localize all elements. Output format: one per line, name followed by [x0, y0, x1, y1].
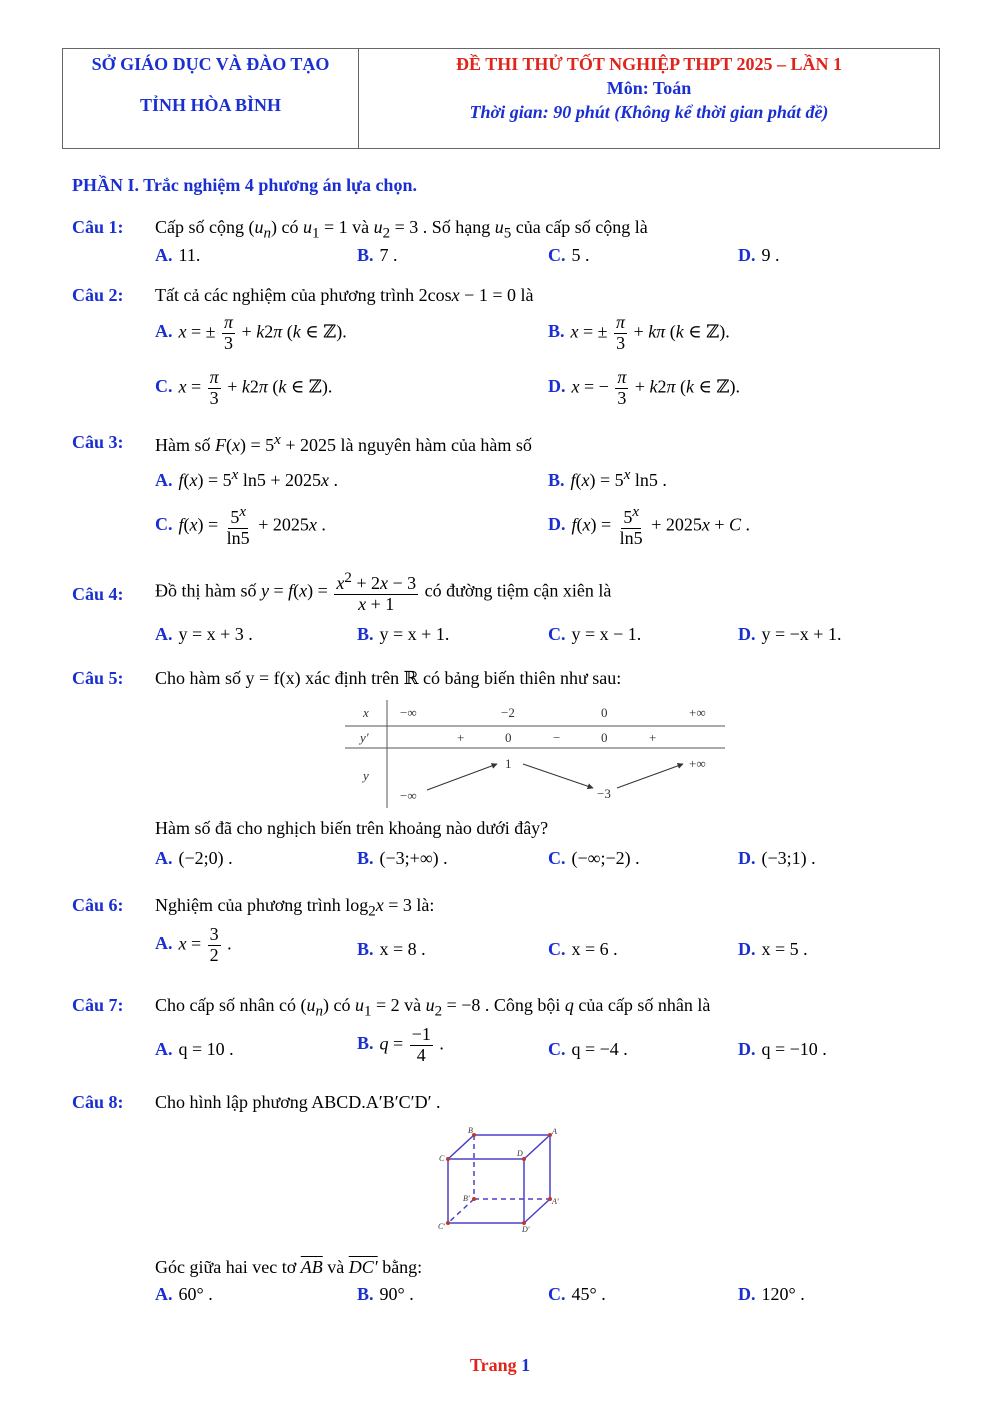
option-a[interactable]: A. y = x + 3 .: [155, 624, 253, 644]
option-c[interactable]: C. x = 6 .: [548, 939, 618, 959]
vertex: [446, 1157, 450, 1161]
page-footer: [0, 1355, 1000, 1376]
option-b[interactable]: B. x = ± $\frac{\pi}{3}$ + kπ (k ∈ ℤ).: [548, 312, 730, 353]
question-label: Câu 3:: [72, 432, 124, 452]
time-limit: Thời gian: 90 phút (Không kể thời gian phát đề): [469, 102, 829, 122]
option-c[interactable]: C. f(x) = $\frac{5^x}{\ln 5}$ + 2025x .: [155, 504, 326, 548]
question-text: Cho hàm số y = f(x) xác định trên ℝ có bảng biến thiên như sau:: [155, 668, 622, 688]
vertex-label: B′: [463, 1194, 470, 1203]
exam-title: ĐỀ THI THỬ TỐT NGHIỆP THPT 2025 – LẦN 1: [456, 54, 842, 74]
row-label-y: y: [363, 768, 369, 783]
page-number: 1: [521, 1355, 531, 1375]
header-right: [359, 49, 939, 148]
vertex: [446, 1221, 450, 1225]
vertex: [472, 1197, 476, 1201]
x-value: 0: [601, 705, 608, 720]
question-text: Cấp số cộng $(u_n)$ có $u_1 = 1$ và $u_2 = 3$ . Số hạng $u_5$ của cấp số cộng là: [155, 217, 648, 242]
cube-edge: [448, 1135, 474, 1159]
y-value: +∞: [689, 756, 706, 771]
option-b[interactable]: B. x = 8 .: [357, 939, 426, 959]
option-d[interactable]: D. y = −x + 1.: [738, 624, 842, 644]
vertex-label: B: [468, 1126, 473, 1135]
row-label-x: x: [363, 705, 369, 720]
vertex-label: D′: [522, 1225, 530, 1234]
option-b[interactable]: B. (−3;+∞) .: [357, 848, 448, 868]
option-d[interactable]: D. x = 5 .: [738, 939, 808, 959]
option-d[interactable]: D. q = −10 .: [738, 1039, 827, 1059]
question-subtext: Góc giữa hai vec tơ $\overline{AB}$ và DC′ bằng:: [155, 1257, 423, 1277]
question-text: Cho hình lập phương ABCD.A′B′C′D′ .: [155, 1092, 441, 1112]
question-label: Câu 7:: [72, 995, 124, 1015]
vertex-label: C: [439, 1154, 445, 1163]
question-label: Câu 2:: [72, 285, 124, 305]
option-a[interactable]: A. 11.: [155, 245, 201, 265]
cube-figure: [432, 1125, 572, 1235]
cube-edge: [524, 1199, 550, 1223]
option-d[interactable]: D. (−3;1) .: [738, 848, 816, 868]
province-name: TỈNH HÒA BÌNH: [139, 95, 282, 115]
x-value: +∞: [689, 705, 706, 720]
option-d[interactable]: D. x = − $\frac{\pi}{3}$ + k2π (k ∈ ℤ).: [548, 367, 740, 408]
variation-table: [345, 700, 730, 808]
sign: +: [457, 730, 465, 745]
option-c[interactable]: C. y = x − 1.: [548, 624, 642, 644]
exam-header: [62, 48, 940, 149]
increase-arrow: [427, 764, 497, 790]
option-c[interactable]: C. (−∞;−2) .: [548, 848, 640, 868]
vertex-label: D: [517, 1149, 523, 1158]
option-a[interactable]: A. (−2;0) .: [155, 848, 233, 868]
question-text: Đồ thị hàm số y = f(x) = $\frac{x^2 + 2x - 3}{x + 1}$ có đường tiệm cận xiên là: [155, 570, 612, 614]
option-c[interactable]: C. 5 .: [548, 245, 590, 265]
option-d[interactable]: D. 9 .: [738, 245, 780, 265]
increase-arrow: [617, 764, 683, 788]
question-text: Nghiệm của phương trình $\log_2x = 3$ là:: [155, 895, 435, 920]
question-label: Câu 4:: [72, 584, 124, 604]
option-b[interactable]: B. y = x + 1.: [357, 624, 450, 644]
row-label-yprime: y′: [360, 730, 369, 745]
y-value: 1: [505, 756, 512, 771]
sign: −: [553, 730, 561, 745]
question-text: Cho cấp số nhân có $(u_n)$ có $u_1 = 2$ và $u_2 = -8$ . Công bội q của cấp số nhân là: [155, 995, 711, 1020]
option-b[interactable]: B. 90° .: [357, 1284, 414, 1304]
option-a[interactable]: A. 60° .: [155, 1284, 213, 1304]
question-label: Câu 6:: [72, 895, 124, 915]
sign: +: [649, 730, 657, 745]
option-b[interactable]: B. q = $\frac{-1}{4}$ .: [357, 1024, 444, 1065]
question-text: Hàm số $F(x) = 5^x + 2025$ là nguyên hàm của hàm số: [155, 432, 532, 455]
cube-edge: [524, 1135, 550, 1159]
option-a[interactable]: A. x = $\frac{3}{2}$ .: [155, 924, 232, 965]
part-title: PHẦN I. Trắc nghiệm 4 phương án lựa chọn.: [72, 175, 417, 195]
x-value: −2: [501, 705, 515, 720]
department-name: SỞ GIÁO DỤC VÀ ĐÀO TẠO: [91, 54, 330, 74]
option-d[interactable]: D. f(x) = $\frac{5^x}{\ln 5}$ + 2025x + C .: [548, 504, 751, 548]
option-b[interactable]: B. $f(x) = 5^x$ ln5 .: [548, 467, 667, 490]
option-a[interactable]: A. q = 10 .: [155, 1039, 234, 1059]
sign: 0: [505, 730, 512, 745]
sign: 0: [601, 730, 608, 745]
option-c[interactable]: C. x = $\frac{\pi}{3}$ + k2π (k ∈ ℤ).: [155, 367, 333, 408]
x-value: −∞: [400, 705, 417, 720]
option-a[interactable]: A. x = ± $\frac{\pi}{3}$ + k2π (k ∈ ℤ).: [155, 312, 347, 353]
option-a[interactable]: A. $f(x) = 5^x$ ln5 + 2025x .: [155, 467, 338, 490]
y-value: −∞: [400, 788, 417, 803]
hidden-edge: [448, 1199, 474, 1223]
vertex-label: A: [552, 1127, 557, 1136]
y-value: −3: [597, 786, 611, 801]
option-d[interactable]: D. 120° .: [738, 1284, 805, 1304]
subject: Môn: Toán: [606, 78, 692, 98]
option-b[interactable]: B. 7 .: [357, 245, 398, 265]
decrease-arrow: [523, 764, 593, 788]
question-label: Câu 8:: [72, 1092, 124, 1112]
option-c[interactable]: C. 45° .: [548, 1284, 606, 1304]
question-label: Câu 5:: [72, 668, 124, 688]
question-subtext: Hàm số đã cho nghịch biến trên khoảng nào dưới đây?: [155, 818, 549, 838]
option-c[interactable]: C. q = −4 .: [548, 1039, 628, 1059]
header-left: [63, 49, 359, 148]
vertex-label: A′: [552, 1197, 559, 1206]
question-text: Tất cả các nghiệm của phương trình 2cosx − 1 = 0 là: [155, 285, 534, 305]
question-label: Câu 1:: [72, 217, 124, 237]
footer-word: Trang: [469, 1355, 517, 1375]
vertex-label: C′: [438, 1222, 446, 1231]
